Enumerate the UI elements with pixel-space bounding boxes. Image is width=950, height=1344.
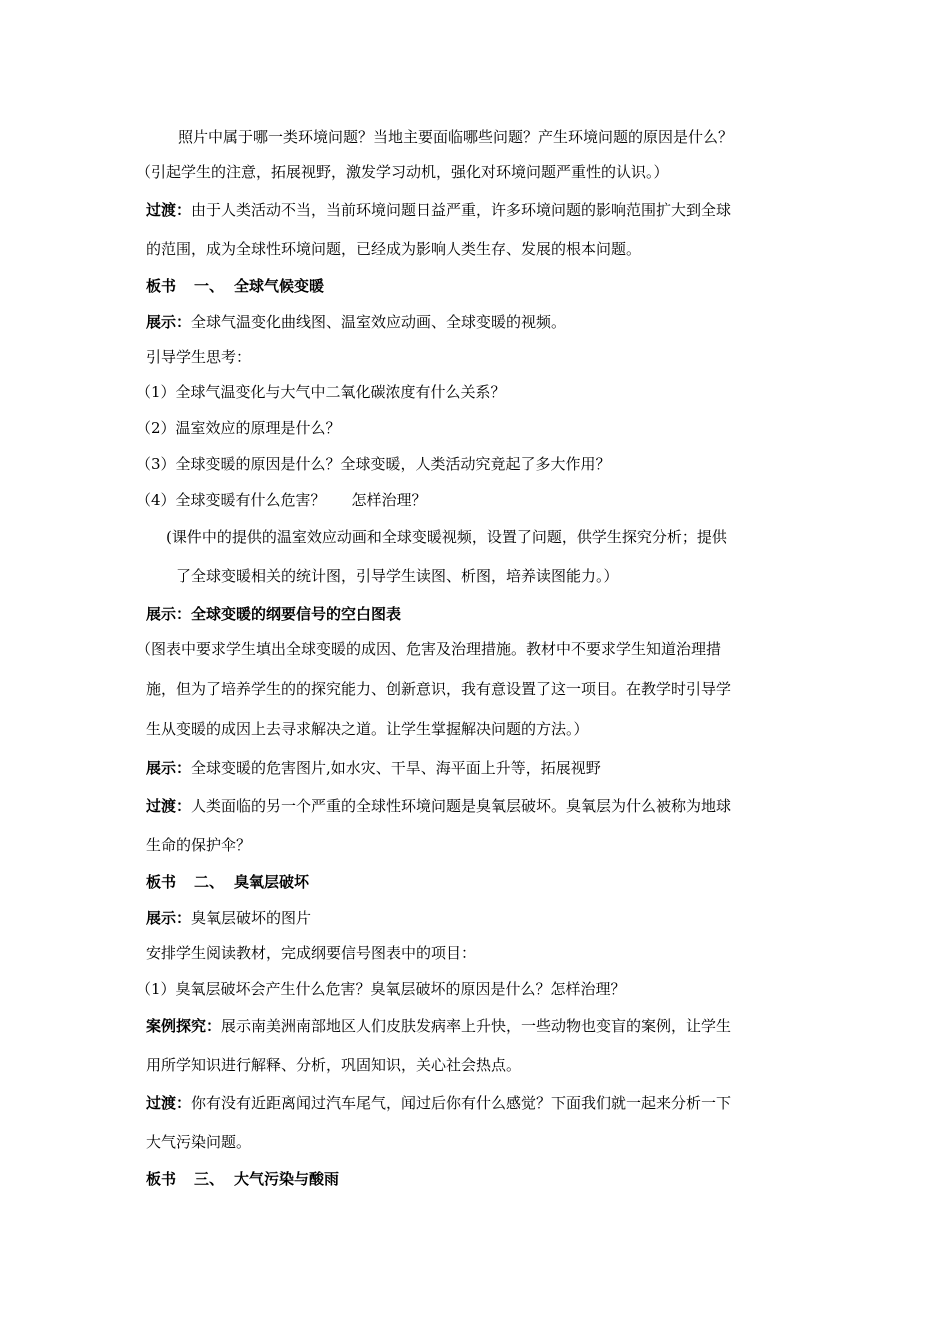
paragraph-text: 臭氧层破坏的图片 — [191, 909, 312, 927]
section-title: 大气污染与酸雨 — [234, 1170, 340, 1188]
section-title: 臭氧层破坏 — [234, 873, 310, 891]
section-number: 一、 — [194, 277, 225, 295]
show-label: 展示： — [146, 759, 192, 777]
paragraph-line: 安排学生阅读教材，完成纲要信号图表中的项目： — [146, 944, 477, 962]
show-heading: 展示：全球变暖的纲要信号的空白图表 — [146, 605, 402, 623]
section-heading — [146, 276, 324, 296]
question-item — [136, 490, 427, 510]
show-label: 展示： — [146, 313, 192, 331]
section-heading — [146, 1169, 339, 1189]
paragraph-line: 照片中属于哪一类环境问题？当地主要面临哪些问题？产生环境问题的原因是什么？ — [178, 128, 734, 146]
transition-label: 过渡： — [146, 201, 192, 219]
paragraph-text: 人类面临的另一个严重的全球性环境问题是臭氧层破坏。臭氧层为什么被称为地球 — [191, 797, 732, 815]
paragraph-line: 大气污染问题。 — [146, 1133, 252, 1151]
section-number: 三、 — [194, 1170, 225, 1188]
paragraph-line — [146, 200, 731, 220]
transition-label: 过渡： — [146, 797, 192, 815]
transition-label: 过渡： — [146, 1094, 192, 1112]
paragraph-line: （引起学生的注意，拓展视野，激发学习动机，强化对环境问题严重性的认识。） — [136, 163, 669, 181]
board-label: 板书 — [146, 277, 177, 295]
question-text: 怎样治理？ — [351, 491, 427, 509]
paragraph-line: 引导学生思考： — [146, 348, 252, 366]
section-title: 全球气候变暖 — [234, 277, 325, 295]
question-item: （3）全球变暖的原因是什么？全球变暖，人类活动究竟起了多大作用？ — [136, 455, 611, 473]
paragraph-text: 全球变暖的危害图片,如水灾、干旱、海平面上升等，拓展视野 — [191, 759, 601, 777]
paragraph-line: 施，但为了培养学生的的探究能力、创新意识，我有意设置了这一项目。在教学时引导学 — [146, 680, 732, 698]
paragraph-line: 生从变暖的成因上去寻求解决之道。让学生掌握解决问题的方法。） — [146, 720, 589, 738]
paragraph-line — [146, 1016, 731, 1036]
paragraph-text: 全球气温变化曲线图、温室效应动画、全球变暖的视频。 — [191, 313, 567, 331]
board-label: 板书 — [146, 873, 177, 891]
section-heading — [146, 872, 309, 892]
case-study-label: 案例探究： — [146, 1017, 222, 1035]
paragraph-line — [146, 1093, 731, 1113]
paragraph-line: 生命的保护伞？ — [146, 836, 252, 854]
question-item: （2）温室效应的原理是什么？ — [136, 419, 341, 437]
paragraph-line: 用所学知识进行解释、分析，巩固知识，关心社会热点。 — [146, 1056, 522, 1074]
paragraph-line: （图表中要求学生填出全球变暖的成因、危害及治理措施。教材中不要求学生知道治理措 — [136, 640, 722, 658]
question-item: （1）臭氧层破坏会产生什么危害？臭氧层破坏的原因是什么？怎样治理？ — [136, 980, 626, 998]
section-number: 二、 — [194, 873, 225, 891]
paragraph-line: (课件中的提供的温室效应动画和全球变暖视频，设置了问题，供学生探究分析；提供 — [166, 528, 727, 546]
show-label: 展示： — [146, 909, 192, 927]
question-text: （4）全球变暖有什么危害？ — [136, 491, 326, 509]
paragraph-line: 的范围，成为全球性环境问题，已经成为影响人类生存、发展的根本问题。 — [146, 240, 642, 258]
board-label: 板书 — [146, 1170, 177, 1188]
paragraph-line: 了全球变暖相关的统计图，引导学生读图、析图，培养读图能力。） — [176, 567, 619, 585]
question-item: （1）全球气温变化与大气中二氧化碳浓度有什么关系？ — [136, 383, 506, 401]
paragraph-text: 你有没有近距离闻过汽车尾气，闻过后你有什么感觉？下面我们就一起来分析一下 — [191, 1094, 732, 1112]
paragraph-text: 展示南美洲南部地区人们皮肤发病率上升快，一些动物也变盲的案例，让学生 — [221, 1017, 732, 1035]
paragraph-line — [146, 758, 601, 778]
paragraph-text: 由于人类活动不当，当前环境问题日益严重，许多环境问题的影响范围扩大到全球 — [191, 201, 732, 219]
paragraph-line — [146, 908, 311, 928]
paragraph-line — [146, 312, 566, 332]
paragraph-line — [146, 796, 731, 816]
